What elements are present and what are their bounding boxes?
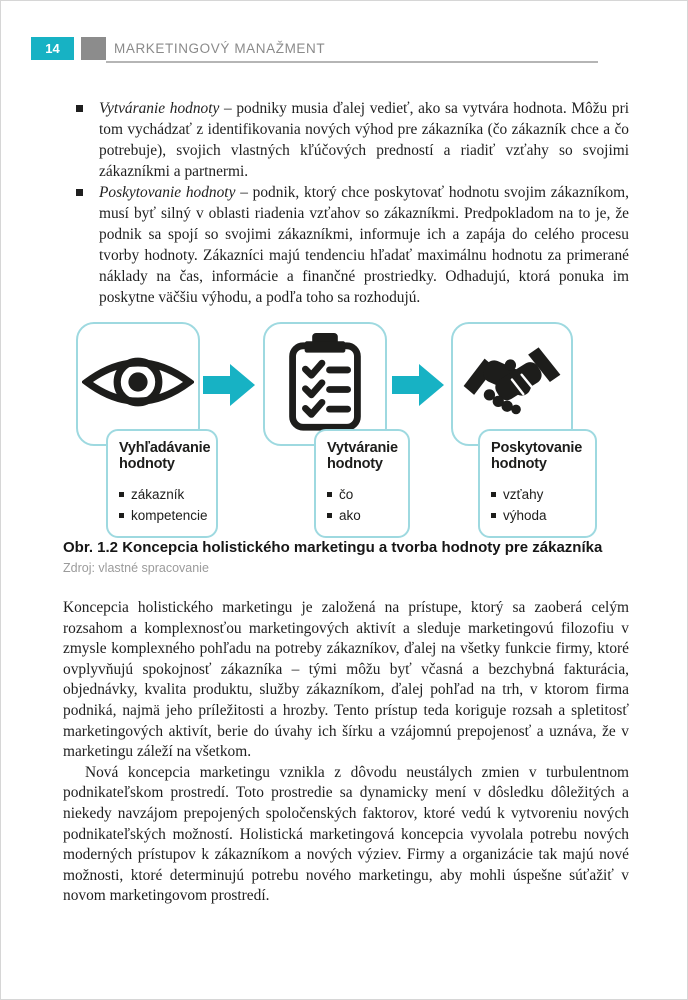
arrow-right-icon <box>392 364 444 406</box>
body-text <box>63 598 629 907</box>
square-bullet-icon <box>491 513 496 518</box>
step-title: Poskytovanie hodnoty <box>491 440 583 473</box>
section-marker <box>81 37 106 60</box>
square-bullet-icon <box>327 492 332 497</box>
bullet-text: – podniky musia ďalej vedieť, ako sa vytvára hodnota. Môžu pri tom vychádzať z identifikovania nových výhod pre zákazníka (čo zákazník chce a čo potrebuje), svojich vlastných kľúčových predností a riadiť vzťahy so svojimi zákazníkmi a partnermi. <box>99 100 629 180</box>
step-item-label: čo <box>339 487 354 503</box>
figure-source: Zdroj: vlastné spracovanie <box>63 561 209 575</box>
square-bullet-icon <box>76 189 83 196</box>
handshake-icon <box>462 344 562 425</box>
step-items <box>327 485 405 526</box>
paragraph: Koncepcia holistického marketingu je založená na prístupe, ktorý sa zaoberá celým rozsahom a komplexnosťou marketingových aktivít a sleduje marketingovú filozofiu v zmysle komplexného pohľadu na potreby zákazníkov, ďalej na všetky funkcie firmy, ktoré ovplyvňujú spokojnosť zákazníka – tými môžu byť včasná a bezchybná fakturácia, objednávky, kvalita produktu, služby zákazníkom, ďalej pohľad na trh, v ktorom firma podniká, najmä jeho príležitosti a hrozby. Tento prístup teda koriguje rozsah a spletitosť marketingových aktivít, berie do úvahy ich šírku a vzájomnú prepojenosť a uznáva, že v marketingu záleží na všetkom. <box>63 599 629 761</box>
eye-icon <box>82 348 194 421</box>
step-title: Vyhľadávanie hodnoty <box>119 440 211 473</box>
diagram-step-box <box>451 322 573 446</box>
paragraph: Nová koncepcia marketingu vznikla z dôvodu neustálych zmien v turbulentnom podnikateľskom prostredí. Toto prostredie sa dynamicky mení v dôsledku dôležitých a niekedy navzájom prepojených spoločenských faktorov, ktoré vedú k vytvoreniu nových podnikateľských možností. Holistická marketingová koncepcia vyvolala potrebu nových moderných prístupov k zákazníkom a nových výziev. Firmy a organizácie tak majú nové možnosti, ktoré determinujú potrebu nového marketingu, aby mohli úspešne súťažiť v novom marketingovom prostredí. <box>63 763 629 905</box>
diagram-step-label <box>478 429 597 538</box>
step-item <box>327 485 405 505</box>
list-item <box>63 182 629 308</box>
page-number-badge: 14 <box>31 37 74 60</box>
bullet-lead: Vytváranie hodnoty <box>99 100 220 117</box>
step-item-label: ako <box>339 507 361 523</box>
diagram-step-box <box>263 322 387 446</box>
header-rule <box>106 61 598 63</box>
step-title: Vytváranie hodnoty <box>327 440 398 473</box>
step-item <box>491 485 592 505</box>
step-items <box>119 485 213 526</box>
step-item-label: kompetencie <box>131 507 208 523</box>
step-item <box>119 506 213 526</box>
bullet-lead: Poskytovanie hodnoty <box>99 184 236 201</box>
square-bullet-icon <box>119 513 124 518</box>
square-bullet-icon <box>327 513 332 518</box>
diagram-step-box <box>76 322 200 446</box>
step-item-label: výhoda <box>503 507 547 523</box>
value-process-diagram <box>63 322 629 532</box>
bullet-text: – podnik, ktorý chce poskytovať hodnotu svojim zákazníkom, musí byť silný v oblasti riadenia vzťahov so zákazníkmi. Predpokladom na to je, že podnik sa spojí so svojimi zákazníkmi, informuje ich a zapája do celého procesu tvorby hodnoty. Zákazníci majú tendenciu hľadať maximálnu hodnotu za primerané náklady na čas, informácie a finančné prostriedky. Odhadujú, ktorá ponuka im poskytne väčšiu výhodu, a podľa toho sa rozhodujú. <box>99 184 630 306</box>
square-bullet-icon <box>491 492 496 497</box>
square-bullet-icon <box>119 492 124 497</box>
step-item <box>327 506 405 526</box>
checklist-icon <box>287 333 363 436</box>
step-item-label: vzťahy <box>503 487 544 503</box>
square-bullet-icon <box>76 105 83 112</box>
step-item-label: zákazník <box>131 487 185 503</box>
figure-caption: Obr. 1.2 Koncepcia holistického marketingu a tvorba hodnoty pre zákazníka <box>63 539 603 556</box>
step-item <box>119 485 213 505</box>
step-item <box>491 506 592 526</box>
running-head: MARKETINGOVÝ MANAŽMENT <box>114 41 326 56</box>
arrow-right-icon <box>203 364 255 406</box>
bullet-list <box>63 98 629 308</box>
diagram-step-label <box>106 429 218 538</box>
list-item <box>63 98 629 182</box>
diagram-step-label <box>314 429 410 538</box>
step-items <box>491 485 592 526</box>
